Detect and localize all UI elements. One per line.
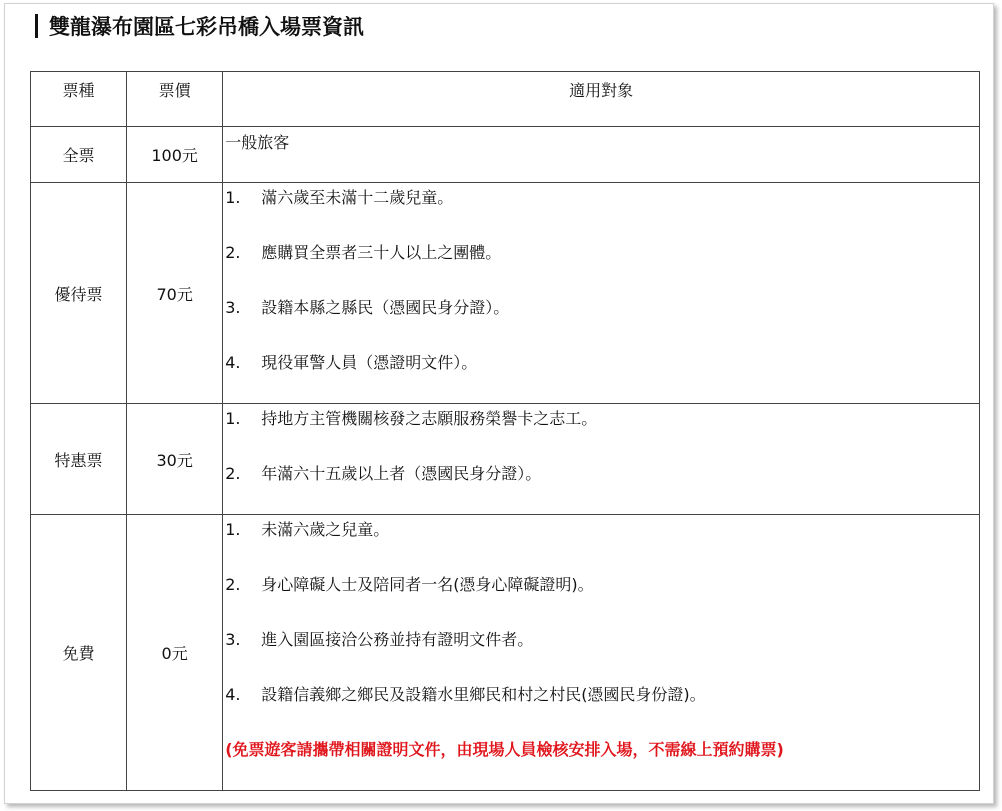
ticket-type-cell: 特惠票 (31, 404, 127, 515)
list-item-text: 設籍本縣之縣民（憑國民身分證）。 (261, 298, 510, 317)
ticket-type-cell: 優待票 (31, 183, 127, 404)
table-row (31, 127, 980, 183)
list-item-text: 現役軍警人員（憑證明文件）。 (261, 353, 478, 372)
list-item (223, 404, 979, 459)
header-ticket-type: 票種 (31, 72, 127, 127)
list-item-number: 3. (225, 298, 241, 317)
header-applicable-target: 適用對象 (223, 72, 980, 127)
list-item-text: 進入園區接洽公務並持有證明文件者。 (261, 630, 534, 649)
list-item (223, 238, 979, 293)
list-item-number: 1. (225, 409, 241, 428)
ticket-price-cell: 0元 (127, 515, 223, 791)
target-cell (223, 183, 980, 404)
free-ticket-notice: (免票遊客請攜帶相關證明文件，由現場人員檢核安排入場，不需線上預約購票) (225, 740, 784, 759)
list-item-number: 4. (225, 685, 241, 704)
ticket-type-cell: 免費 (31, 515, 127, 791)
list-item (223, 570, 979, 625)
header-ticket-price: 票價 (127, 72, 223, 127)
list-item-number: 2. (225, 464, 241, 483)
list-item (223, 515, 979, 570)
ticket-table (30, 71, 980, 791)
list-item-number: 4. (225, 353, 241, 372)
list-item (223, 680, 979, 735)
target-text: 一般旅客 (225, 133, 290, 152)
list-item-number: 1. (225, 520, 241, 539)
title-accent-bar (35, 14, 38, 38)
ticket-type-cell: 全票 (31, 127, 127, 183)
table-row (31, 183, 980, 404)
ticket-price-cell: 100元 (127, 127, 223, 183)
target-cell (223, 127, 980, 183)
list-item-number: 3. (225, 630, 241, 649)
table-row (31, 404, 980, 515)
list-item-number: 1. (225, 188, 241, 207)
list-item-number: 2. (225, 243, 241, 262)
list-item-text: 身心障礙人士及陪同者一名(憑身心障礙證明)。 (261, 575, 594, 594)
ticket-price-cell: 70元 (127, 183, 223, 404)
ticket-price-cell: 30元 (127, 404, 223, 515)
list-item-number: 2. (225, 575, 241, 594)
table-header-row (31, 72, 980, 127)
list-item-text: 年滿六十五歲以上者（憑國民身分證）。 (261, 464, 542, 483)
list-item-text: 持地方主管機關核發之志願服務榮譽卡之志工。 (261, 409, 598, 428)
target-cell (223, 515, 980, 791)
list-item (223, 459, 979, 514)
list-item-text: 應購買全票者三十人以上之團體。 (261, 243, 502, 262)
list-item-text: 滿六歲至未滿十二歲兒童。 (261, 188, 454, 207)
page-title-text: 雙龍瀑布園區七彩吊橋入場票資訊 (49, 15, 364, 39)
target-cell (223, 404, 980, 515)
list-item-text: 未滿六歲之兒童。 (261, 520, 390, 539)
list-item (223, 625, 979, 680)
list-item (223, 183, 979, 238)
page-title (35, 12, 364, 40)
list-item (223, 293, 979, 348)
list-item (223, 348, 979, 403)
table-row (31, 515, 980, 791)
list-item-text: 設籍信義鄉之鄉民及設籍水里鄉民和村之村民(憑國民身份證)。 (261, 685, 706, 704)
